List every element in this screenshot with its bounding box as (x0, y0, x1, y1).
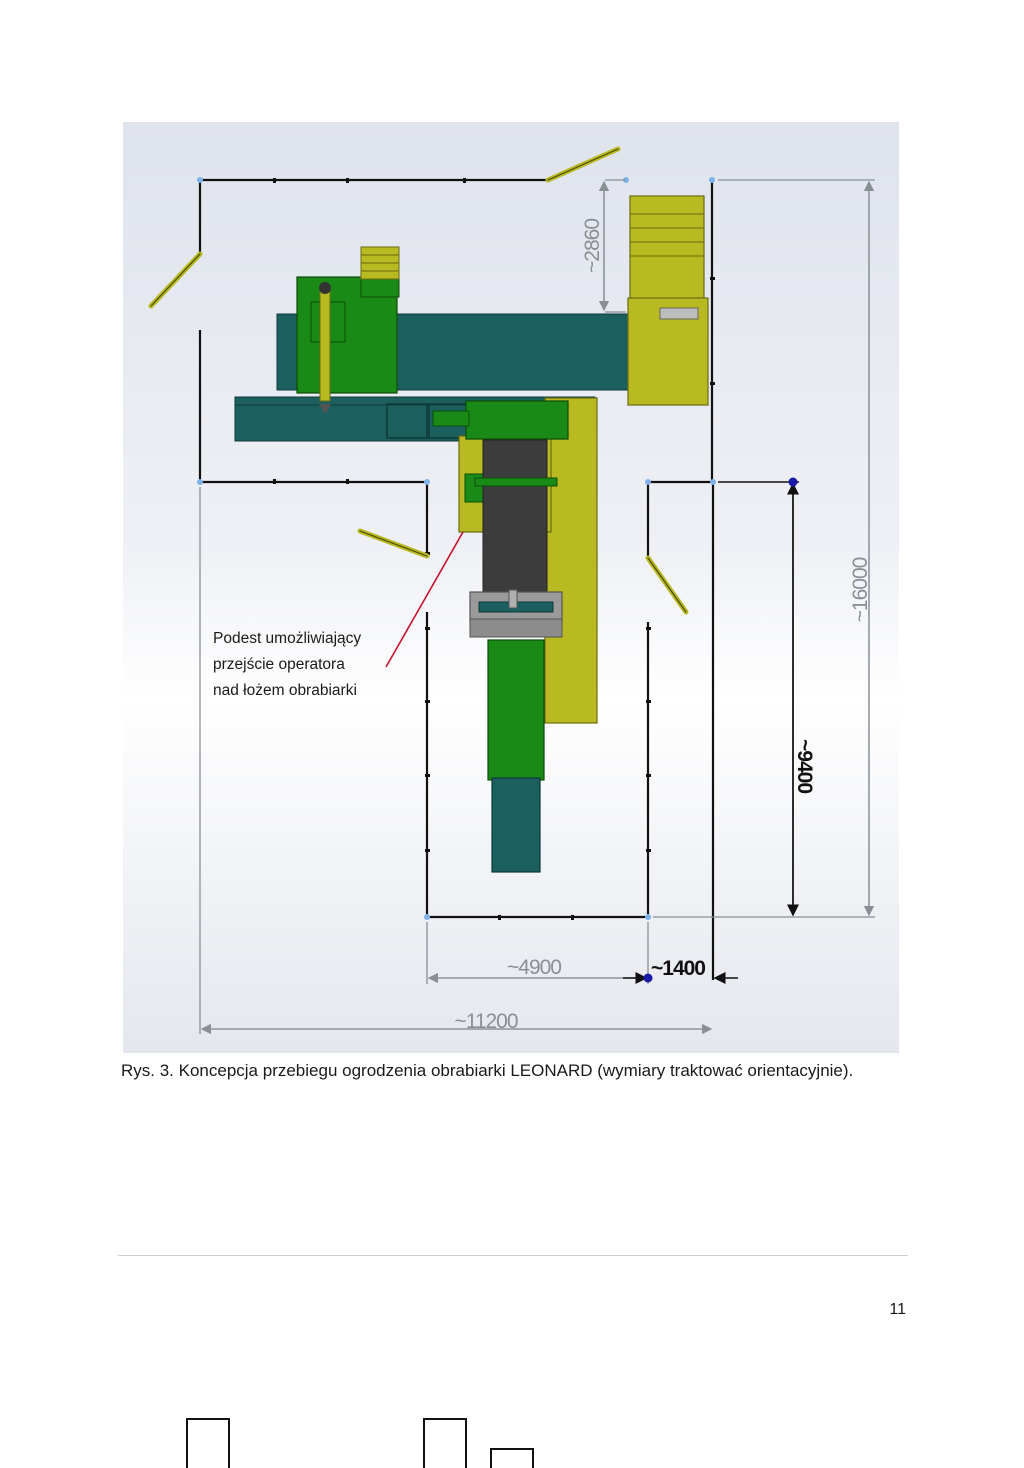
dim-label-16000: ~16000 (849, 557, 872, 623)
dim-label-11200: ~11200 (454, 1010, 518, 1033)
operator-stairs (630, 196, 704, 300)
next-page-fragment (186, 1418, 230, 1468)
platform-callout (213, 626, 361, 704)
dim-label-9400: ~9400 (793, 739, 816, 793)
dim-label-2860: ~2860 (581, 219, 604, 273)
page-number: 11 (889, 1301, 906, 1318)
next-page-fragment (490, 1448, 534, 1468)
operator-platform (545, 398, 597, 723)
dim-label-4900: ~4900 (507, 956, 561, 979)
dimension-marker (789, 478, 798, 487)
machine-bed (488, 640, 544, 780)
callout-line-2: przejście operatora (213, 656, 345, 673)
footer-divider (118, 1255, 908, 1256)
machine-fence-drawing (123, 122, 899, 1053)
callout-line-3: nad łożem obrabiarki (213, 682, 357, 699)
dim-label-1400: ~1400 (651, 957, 705, 980)
next-page-fragment (423, 1418, 467, 1468)
machine-head (466, 401, 568, 439)
bed-extension (492, 778, 540, 872)
vertical-column (483, 440, 547, 608)
figure-caption: Rys. 3. Koncepcja przebiegu ogrodzenia obrabiarki LEONARD (wymiary traktować orientacyjnie). (121, 1061, 854, 1080)
callout-line-1: Podest umożliwiający (213, 630, 362, 647)
